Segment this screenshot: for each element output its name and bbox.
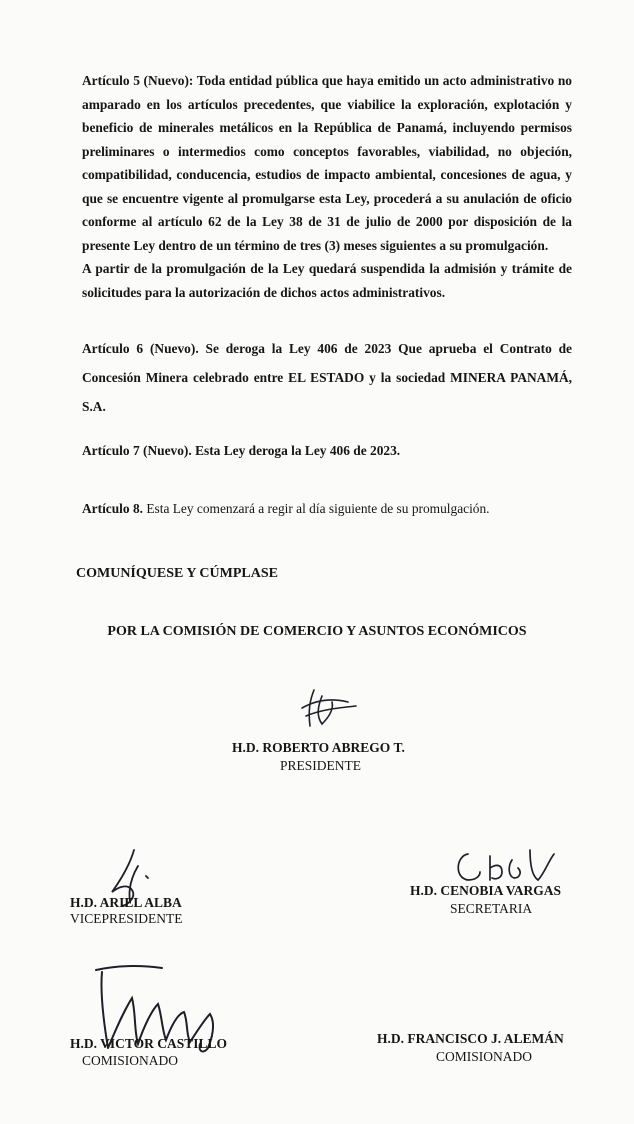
article-8-body: Esta Ley comenzará a regir al día siguiente de su promulgación. (143, 501, 490, 516)
president-name: H.D. ROBERTO ABREGO T. (232, 740, 405, 755)
article-7-body: Esta Ley deroga la Ley 406 de 2023. (191, 443, 401, 458)
commissioner1-name: H.D. VICTOR CASTILLO (70, 1036, 228, 1051)
vicepresident-name: H.D. ARIEL ALBA (70, 895, 182, 910)
article-7 (82, 439, 572, 463)
article-5-body: Toda entidad pública que haya emitido un acto administrativo no amparado en los artículos precedentes, que viabilice la exploración, explotación y beneficio de minerales metálicos en la República de Panamá, incluyendo permisos preliminares o intermedios como conceptos favorables, viabilidad, no objeción, compatibilidad, conducencia, estudios de impacto ambiental, concesiones de agua, y que se encuentre vigente al promulgarse esta Ley, procederá a su anulación de oficio conforme al artículo 62 de la Ley 38 de 31 de julio de 2000 por disposición de la presente Ley dentro de un término de tres (3) meses siguientes a su promulgación. (82, 73, 572, 253)
commissioner2-name: H.D. FRANCISCO J. ALEMÁN (377, 1031, 564, 1046)
vicepresident-role: VICEPRESIDENTE (70, 911, 183, 926)
secretary-signature (450, 846, 560, 888)
article-6-body: Se deroga la Ley 406 de 2023 Que aprueba el Contrato de Concesión Minera celebrado entre EL ESTADO y la sociedad MINERA PANAMÁ, S.A. (82, 341, 573, 414)
article-7-heading: Artículo 7 (Nuevo). (82, 443, 192, 458)
president-role: PRESIDENTE (280, 758, 361, 773)
article-6-heading: Artículo 6 (Nuevo). (82, 341, 199, 356)
article-5-body-2: A partir de la promulgación de la Ley quedará suspendida la admisión y trámite de solicitudes para la autorización de dichos actos administrativos. (82, 261, 572, 300)
secretary-name: H.D. CENOBIA VARGAS (410, 883, 562, 898)
commissioner2-role: COMISIONADO (436, 1049, 533, 1064)
commission-title: POR LA COMISIÓN DE COMERCIO Y ASUNTOS ECONÓMICOS (107, 624, 527, 639)
article-5-heading: Artículo 5 (Nuevo): (82, 73, 194, 88)
closing-formula: COMUNÍQUESE Y CÚMPLASE (76, 566, 278, 581)
article-6 (82, 334, 572, 421)
article-5 (82, 69, 572, 304)
president-signature (292, 686, 362, 732)
article-8 (82, 497, 572, 521)
article-8-heading: Artículo 8. (82, 501, 143, 516)
secretary-role: SECRETARIA (450, 901, 533, 916)
commissioner1-role: COMISIONADO (82, 1053, 179, 1068)
